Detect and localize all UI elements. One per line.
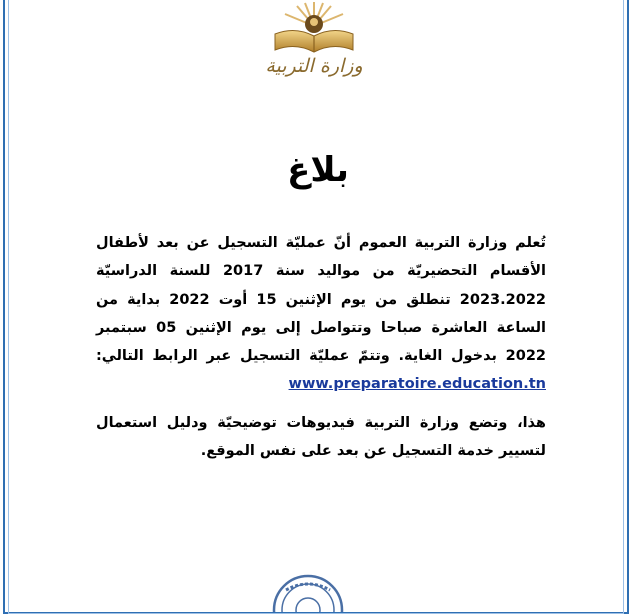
paragraph-videos: هذا، وتضع وزارة التربية فيديوهات توضيحيّة ودليل استعمال لتسيير خدمة التسجيل عن بعد على نفس الموقع. <box>96 414 546 460</box>
official-seal-icon <box>270 572 346 612</box>
official-seal <box>270 572 346 612</box>
paragraph-registration <box>96 229 546 399</box>
page-title: بلاغ <box>287 150 349 190</box>
registration-link[interactable]: www.preparatoire.education.tn <box>288 376 546 393</box>
paragraph-registration-text: تُعلم وزارة التربية العموم أنّ عمليّة التسجيل عن بعد لأطفال الأقسام التحضيريّة من مواليد سنة 2017 للسنة الدراسيّة 2023.2022 تنطلق من يوم الإثنين 15 أوت 2022 بداية من الساعة العاشرة صباحا وتتواصل إلى يوم الإثنين 05 سبتمبر 2022 بدخول الغاية. وتتمّ عمليّة التسجيل عبر الرابط التالي: <box>96 235 547 365</box>
ministry-logo-caption: وزارة التربية <box>265 55 363 77</box>
announcement-body <box>96 229 546 465</box>
open-book-logo-icon <box>269 0 359 58</box>
ministry-logo <box>254 0 374 84</box>
